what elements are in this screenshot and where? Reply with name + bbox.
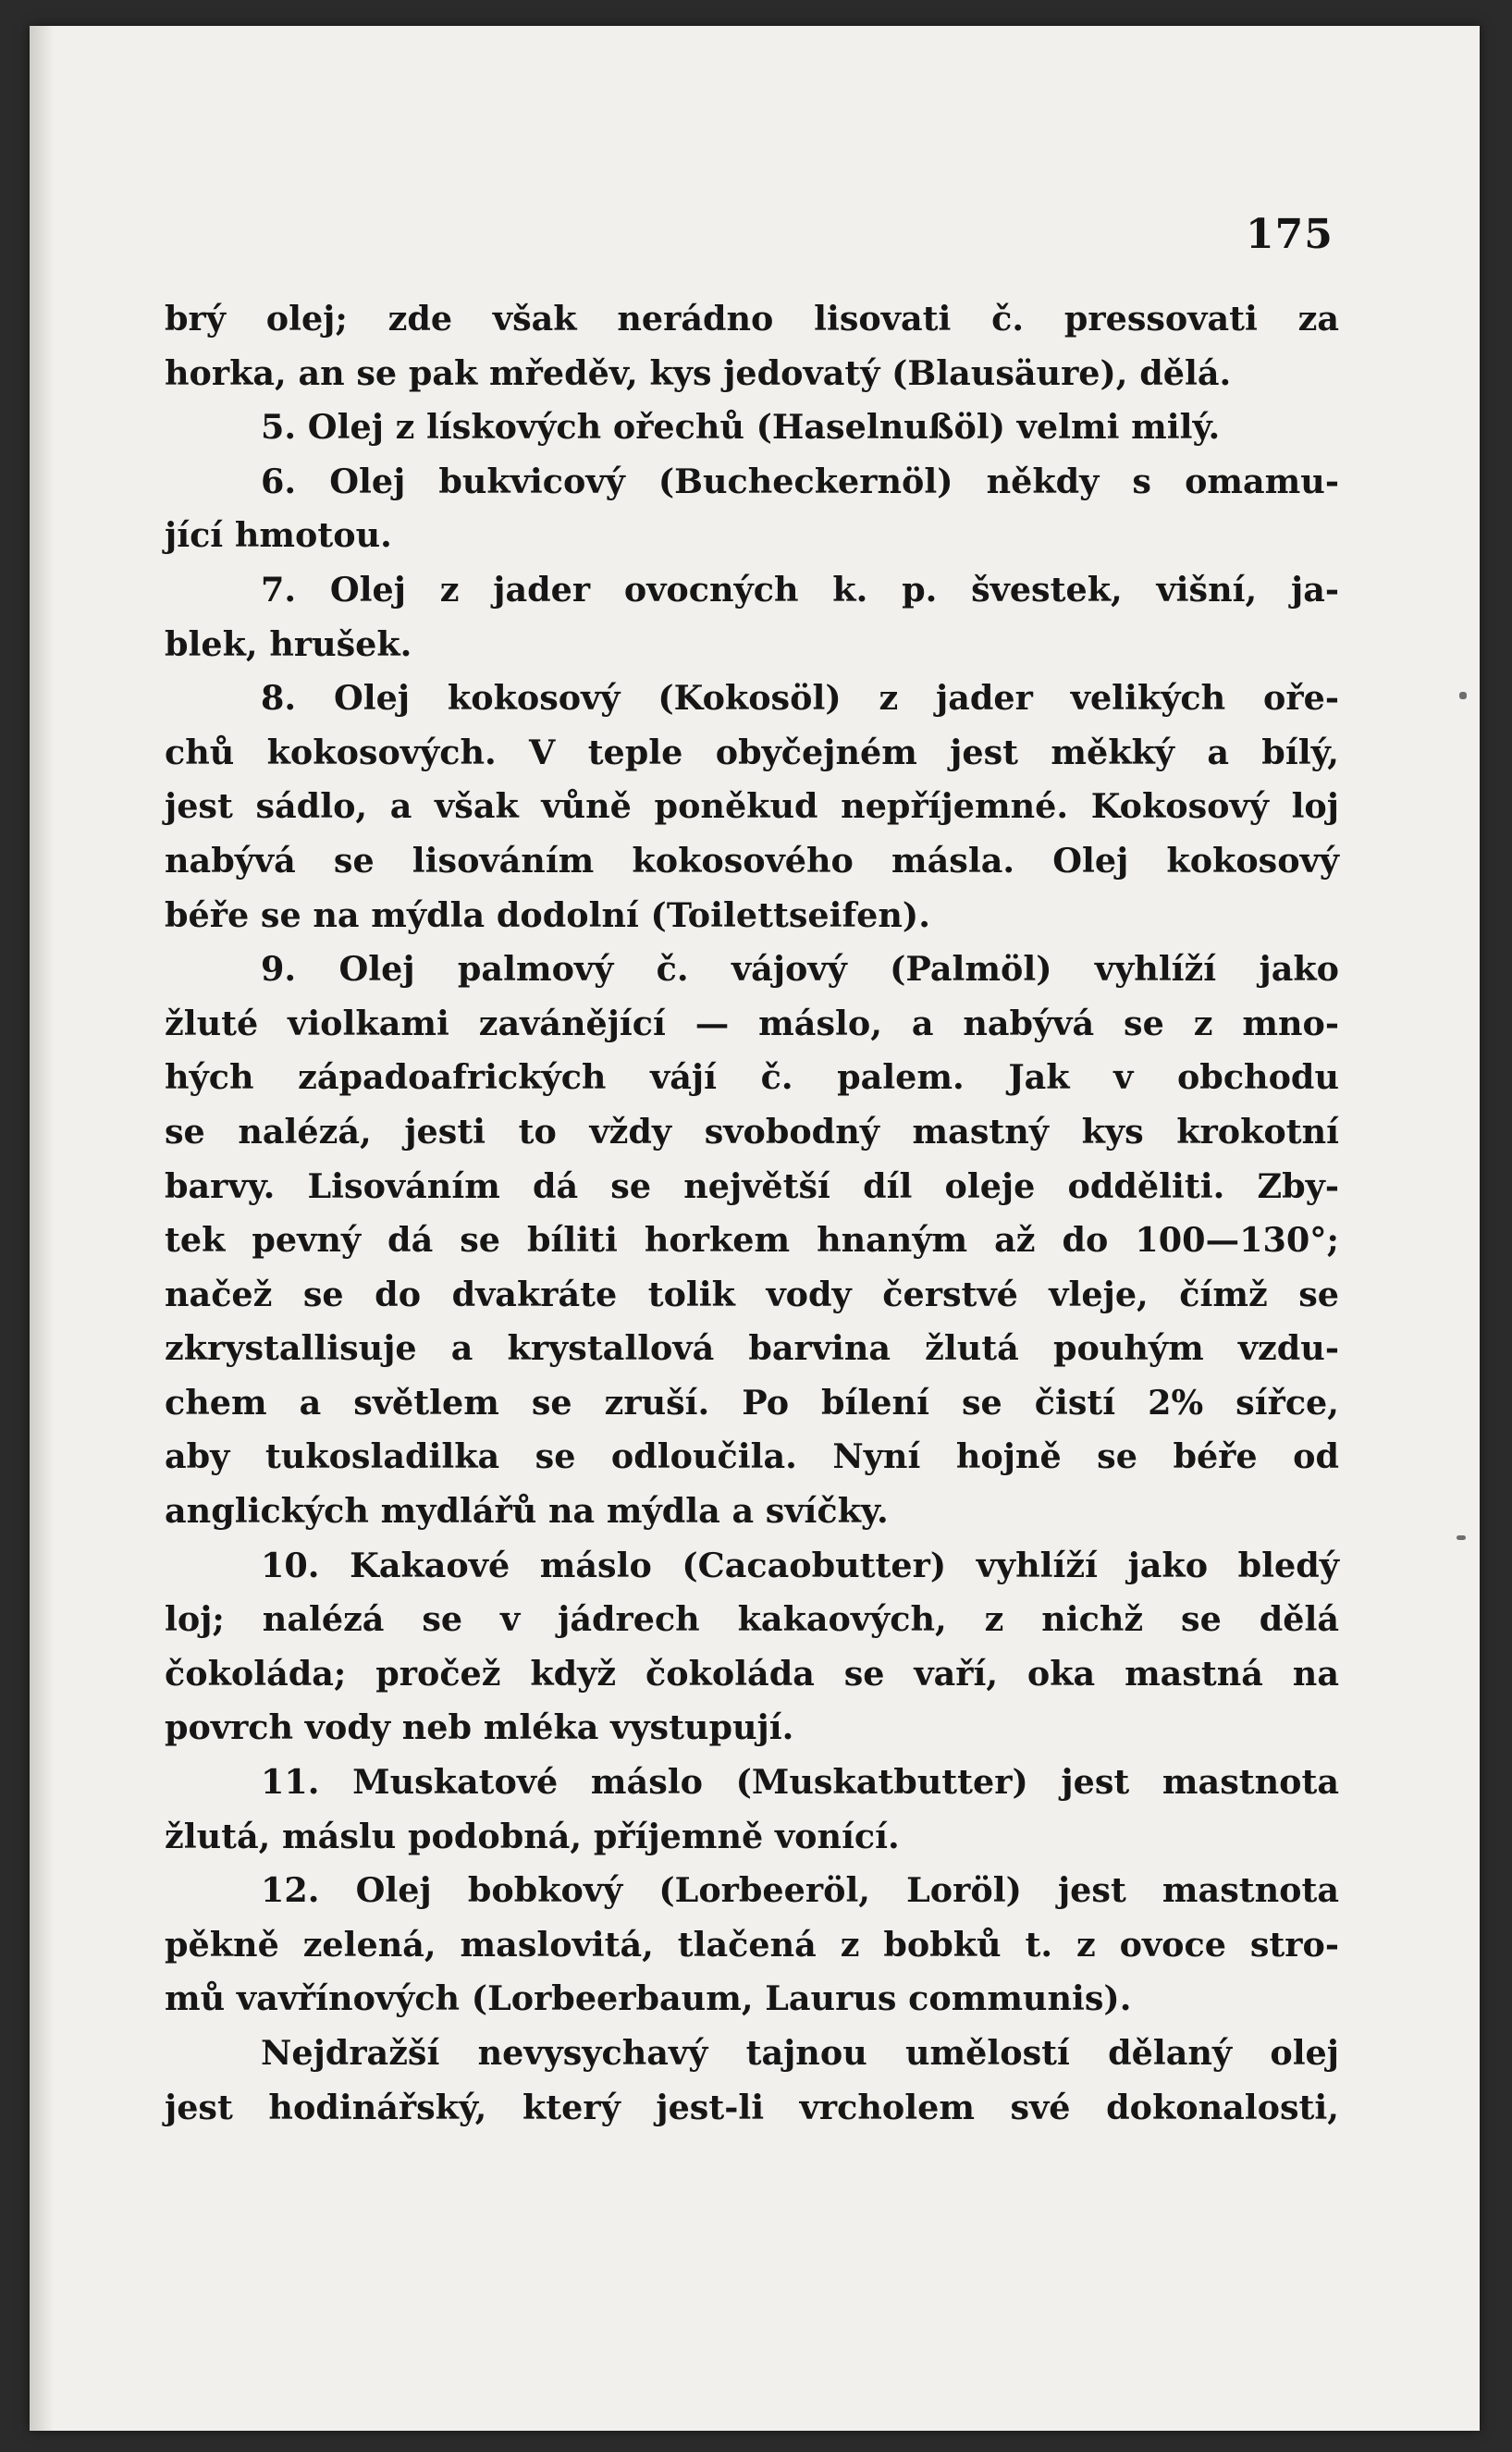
book-page bbox=[30, 26, 1480, 2431]
text-line: 5. Olej z lískových ořechů (Haselnußöl) velmi milý. bbox=[261, 407, 1221, 448]
text-line: 6. Olej bukvicový (Bucheckernöl) někdy s omamu- bbox=[261, 461, 1339, 501]
text-line: nabývá se lisováním kokosového másla. Olej kokosový bbox=[165, 840, 1339, 881]
text-line: blek, hrušek. bbox=[165, 623, 412, 664]
spine-shadow bbox=[30, 26, 54, 2431]
text-line: loj; nalézá se v jádrech kakaových, z nichž se dělá bbox=[165, 1599, 1339, 1640]
text-line: jest sádlo, a však vůně poněkud nepříjemné. Kokosový loj bbox=[165, 786, 1339, 827]
text-line: 9. Olej palmový č. vájový (Palmöl) vyhlíží jako bbox=[261, 949, 1339, 990]
text-line: tek pevný dá se bíliti horkem hnaným až do 100—130°; bbox=[165, 1220, 1339, 1261]
text-line: brý olej; zde však nerádno lisovati č. pressovati za bbox=[165, 299, 1339, 339]
margin-speck bbox=[1457, 1535, 1466, 1540]
text-line: 8. Olej kokosový (Kokosöl) z jader velikých oře- bbox=[261, 678, 1339, 719]
text-line: aby tukosladilka se odloučila. Nyní hojně se béře od bbox=[165, 1436, 1339, 1477]
text-line: horka, an se pak mředěv, kys jedovatý (Blausäure), dělá. bbox=[165, 352, 1232, 393]
text-line: se nalézá, jesti to vždy svobodný mastný kys krokotní bbox=[165, 1111, 1339, 1152]
text-line: povrch vody neb mléka vystupují. bbox=[165, 1707, 794, 1748]
text-line: béře se na mýdla dodolní (Toilettseifen). bbox=[165, 894, 930, 935]
text-line: načež se do dvakráte tolik vody čerstvé vleje, čímž se bbox=[165, 1274, 1339, 1314]
text-line: mů vavřínových (Lorbeerbaum, Laurus communis). bbox=[165, 1978, 1132, 2019]
margin-speck bbox=[1459, 692, 1467, 699]
text-line: jící hmotou. bbox=[165, 515, 392, 556]
text-line: čokoláda; pročež když čokoláda se vaří, oka mastná na bbox=[165, 1653, 1339, 1694]
text-line: Nejdražší nevysychavý tajnou umělostí dělaný olej bbox=[261, 2033, 1339, 2073]
text-line: pěkně zelená, maslovitá, tlačená z bobků t. z ovoce stro- bbox=[165, 1924, 1339, 1965]
text-line: žlutá, máslu podobná, příjemně vonící. bbox=[165, 1816, 900, 1856]
text-line: 7. Olej z jader ovocných k. p. švestek, višní, ja- bbox=[261, 569, 1339, 610]
text-line: chem a světlem se zruší. Po bílení se čistí 2% sířce, bbox=[165, 1382, 1339, 1423]
text-line: 12. Olej bobkový (Lorbeeröl, Loröl) jest mastnota bbox=[261, 1870, 1339, 1911]
page-number: 175 bbox=[1246, 211, 1334, 258]
text-line: hých západoafrických vájí č. palem. Jak v obchodu bbox=[165, 1057, 1339, 1098]
text-line: barvy. Lisováním dá se největší díl oleje odděliti. Zby- bbox=[165, 1165, 1339, 1206]
text-line: jest hodinářský, který jest-li vrcholem své dokonalosti, bbox=[165, 2087, 1339, 2127]
text-line: chů kokosových. V teple obyčejném jest měkký a bílý, bbox=[165, 732, 1339, 772]
text-line: zkrystallisuje a krystallová barvina žlutá pouhým vzdu- bbox=[165, 1328, 1339, 1369]
text-line: žluté violkami zavánějící — máslo, a nabývá se z mno- bbox=[165, 1003, 1339, 1043]
text-line: anglických mydlářů na mýdla a svíčky. bbox=[165, 1491, 889, 1532]
text-line: 10. Kakaové máslo (Cacaobutter) vyhlíží jako bledý bbox=[261, 1545, 1339, 1585]
body-text bbox=[165, 292, 1339, 2135]
text-line: 11. Muskatové máslo (Muskatbutter) jest mastnota bbox=[261, 1762, 1339, 1803]
